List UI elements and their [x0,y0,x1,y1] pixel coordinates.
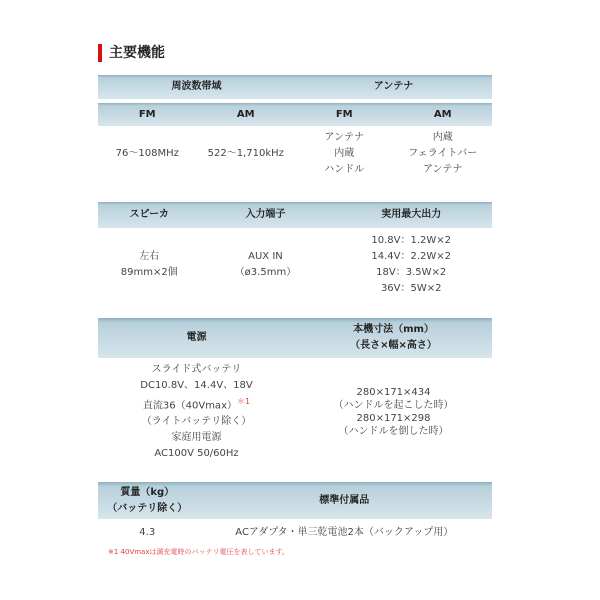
power-value [98,358,295,466]
header-weight [98,482,197,519]
header-speaker: スピーカ [98,202,200,228]
text: 左右 [139,251,160,262]
text: アンテナ [422,164,463,175]
header-accessories: 標準付属品 [197,482,493,519]
header-power: 電源 [98,318,295,358]
dimensions-value [295,358,492,466]
text: （ハンドルを倒した時） [338,426,449,437]
text: 質量（kg） [120,486,175,498]
footnote-marker: ＊1 [236,396,251,406]
header-dimensions [295,318,492,358]
text: アンテナ [324,132,365,143]
header-am: AM [197,101,296,126]
text: AUX IN [248,251,283,262]
text: 家庭用電源 [171,432,222,444]
text: 本機寸法（mm） [353,324,434,335]
text: 280×171×298 [356,413,431,424]
footnote: ※1 40Vmaxは満充電時のバッテリ電圧を表しています。 [108,548,289,556]
text: （ø3.5mm） [234,267,297,278]
output-value [330,228,492,302]
header-frequency: 周波数帯域 [98,75,295,101]
text: 直流36（40Vmax） [142,400,237,412]
spec-table-audio [98,202,492,302]
text: （ハンドルを起こした時） [333,400,454,411]
header-antenna: アンテナ [295,75,492,101]
text: （バッテリ除く） [107,502,188,514]
text: スライド式バッテリ [151,363,242,375]
text: 89mm×2個 [120,267,178,278]
text: 内蔵 [334,148,355,159]
spec-table-radio [98,75,492,182]
input-value [200,228,330,302]
text: 10.8V：1.2W×2 [371,235,452,246]
text: （長さ×幅×高さ） [350,340,437,351]
header-fm-antenna: FM [295,101,394,126]
text: DC10.8V、14.4V、18V [140,379,253,391]
header-input: 入力端子 [200,202,330,228]
text: 36V：5W×2 [380,283,442,294]
text: ハンドル [324,164,365,175]
text: 280×171×434 [356,387,431,398]
spec-table-weight [98,482,492,547]
text: 内蔵 [432,132,453,143]
fm-frequency: 76～108MHz [115,148,179,159]
header-am-antenna: AM [394,101,493,126]
header-output: 実用最大出力 [330,202,492,228]
am-frequency: 522～1,710kHz [207,148,284,159]
weight-value: 4.3 [139,527,156,538]
text: （ライトバッテリ除く） [141,416,252,428]
spec-table-power [98,318,492,466]
text: 18V：3.5W×2 [376,267,447,278]
am-antenna [394,126,493,182]
fm-antenna [295,126,394,182]
speaker-value [98,228,200,302]
text: AC100V 50/60Hz [154,448,239,460]
accessories-value: ACアダプタ・単三乾電池2本（バックアップ用） [235,527,454,538]
section-title: 主要機能 [98,44,165,62]
header-fm: FM [98,101,197,126]
text: フェライトバー [408,148,478,159]
text: 14.4V：2.2W×2 [371,251,452,262]
